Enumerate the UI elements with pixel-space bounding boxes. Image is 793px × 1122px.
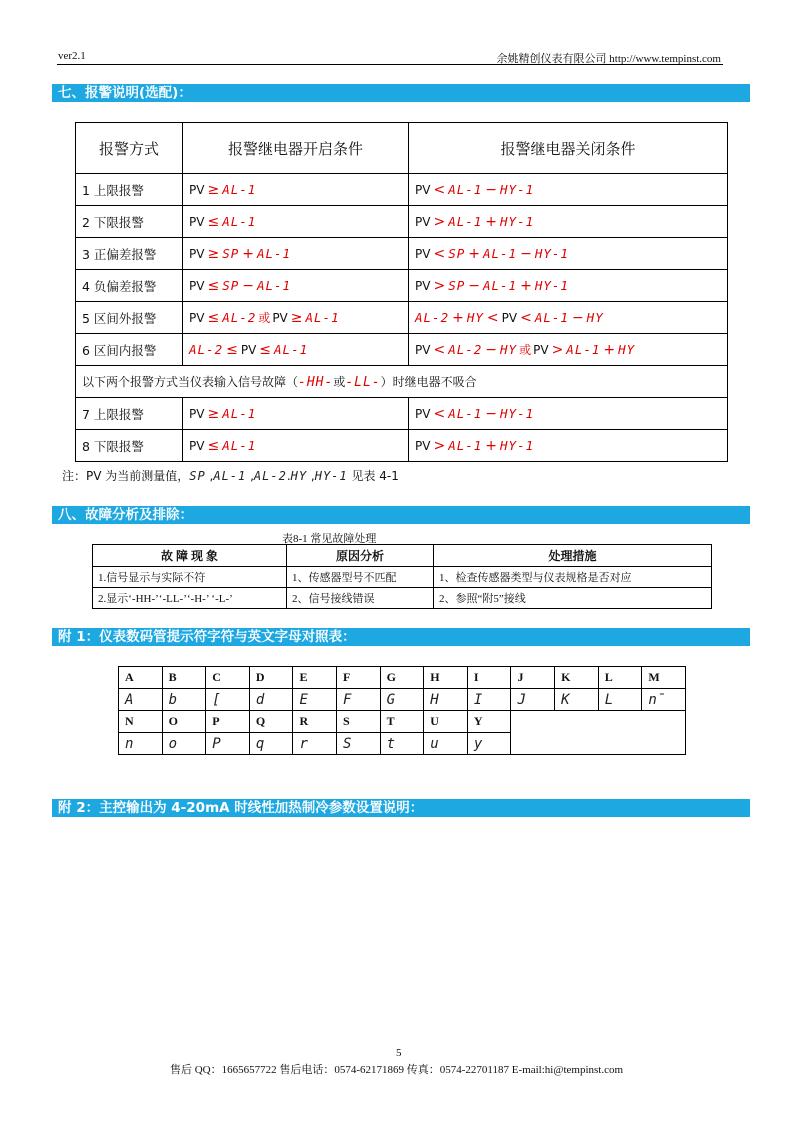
segment-code: AL-1 <box>448 405 483 421</box>
operator-symbol: < <box>433 181 446 198</box>
segment-code: AL-1 <box>256 245 292 261</box>
segment-code: AL-1 <box>566 342 601 357</box>
segment-glyph: u <box>424 733 468 755</box>
operator-symbol: − <box>468 277 480 294</box>
table-row <box>93 588 712 609</box>
segment-glyph: [ <box>206 689 250 711</box>
segment-code: SP <box>448 277 466 293</box>
letter-cell: A <box>119 667 163 689</box>
condition-text: PV <box>189 214 205 229</box>
segment-code: AL-1 <box>534 309 569 325</box>
operator-symbol: < <box>486 309 499 326</box>
or-separator: 或 <box>258 311 271 325</box>
condition-text: PV <box>415 406 431 421</box>
segment-glyph: H <box>424 689 468 711</box>
alarm-table-header <box>76 123 728 174</box>
operator-symbol: ≥ <box>207 245 220 262</box>
segment-glyph: d <box>249 689 293 711</box>
condition-text: . <box>286 469 291 483</box>
header-symptom: 故 障 现 象 <box>93 545 287 567</box>
table-row <box>93 567 712 588</box>
condition-text: PV <box>272 311 288 325</box>
condition-text: 见表 4-1 <box>347 469 399 483</box>
alarm-mode: 4 负偏差报警 <box>76 270 183 302</box>
off-condition <box>409 238 728 270</box>
fault-cell: 2、参照“附5”接线 <box>434 588 712 609</box>
condition-text: PV <box>189 438 205 453</box>
operator-symbol: ≤ <box>207 310 220 326</box>
operator-symbol: ≥ <box>207 181 220 198</box>
table-row <box>76 270 728 302</box>
footer-contact: 售后 QQ：1665657722 售后电话：0574-62171869 传真：0574-22701187 E-mail:hi@tempinst.com <box>169 1064 624 1076</box>
off-condition <box>409 334 728 366</box>
off-condition <box>409 174 728 206</box>
segment-glyph: S <box>337 733 381 755</box>
condition-text: PV <box>415 246 431 261</box>
segment-code: AL-1 <box>482 277 518 293</box>
condition-text: PV <box>501 310 518 325</box>
table-row <box>119 711 686 733</box>
or-separator: 或 <box>519 343 532 357</box>
alarm-table <box>75 122 728 462</box>
condition-text: PV <box>189 406 205 421</box>
operator-symbol: − <box>520 245 532 262</box>
company-header: 余姚精创仪表有限公司 http://www.tempinst.com <box>496 53 721 65</box>
segment-code: HY <box>586 309 604 325</box>
operator-symbol: − <box>485 342 498 358</box>
operator-symbol: − <box>242 277 254 294</box>
operator-symbol: < <box>433 245 446 262</box>
operator-symbol: + <box>242 245 254 262</box>
header-cause: 原因分析 <box>287 545 434 567</box>
alarm-note <box>62 467 399 484</box>
table-row <box>76 302 728 334</box>
fault-table-header <box>93 545 712 567</box>
fault-cell: 2.显示‘-HH-’‘-LL-’‘-H-’ ‘-L-’ <box>93 588 287 609</box>
operator-symbol: ≤ <box>226 341 238 358</box>
condition-text: , <box>246 469 254 483</box>
operator-symbol: ≤ <box>259 341 272 358</box>
fault-table <box>92 544 712 609</box>
segment-code: AL-1 <box>222 181 257 197</box>
segment-code: HY-1 <box>534 245 569 261</box>
fault-cell: 1、检查传感器类型与仪表规格是否对应 <box>434 567 712 588</box>
alarm-mode: 1 上限报警 <box>76 174 183 206</box>
condition-text: 或 <box>333 375 346 389</box>
segment-glyph: J <box>511 689 555 711</box>
table-row <box>119 689 686 711</box>
operator-symbol: + <box>485 437 498 454</box>
segment-code: AL-1 <box>256 277 292 293</box>
fault-cell: 1、传感器型号不匹配 <box>287 567 434 588</box>
segment-code: HY <box>290 469 308 483</box>
letter-cell: D <box>249 667 293 689</box>
fault-condition-note <box>76 366 728 398</box>
fault-cell: 2、信号接线错误 <box>287 588 434 609</box>
off-condition <box>409 270 728 302</box>
alarm-mode: 2 下限报警 <box>76 206 183 238</box>
section-title-appendix1: 附 1：仪表数码管提示符字符与英文字母对照表： <box>52 628 750 646</box>
table-row <box>76 174 728 206</box>
segment-glyph: A <box>119 689 163 711</box>
segment-code: HY-1 <box>500 181 535 197</box>
segment-code: AL-1 <box>222 405 257 421</box>
segment-code: HY-1 <box>500 213 535 229</box>
page-number: 5 <box>396 1047 402 1059</box>
condition-text: , <box>205 469 214 483</box>
condition-text: PV <box>415 182 431 197</box>
segment-glyph: I <box>467 689 511 711</box>
on-condition <box>183 206 409 238</box>
letter-cell: F <box>337 667 381 689</box>
segment-code: AL-2 <box>448 342 483 357</box>
table-row <box>76 206 728 238</box>
segment-code: -LL- <box>345 375 381 390</box>
header-off-condition: 报警继电器关闭条件 <box>409 123 728 174</box>
segment-code: AL-1 <box>222 213 257 229</box>
operator-symbol: > <box>433 277 446 294</box>
condition-text: 以下两个报警方式当仪表输入信号故障（ <box>82 375 299 389</box>
letter-cell: Y <box>467 711 511 733</box>
letter-cell: B <box>162 667 206 689</box>
alarm-mode: 3 正偏差报警 <box>76 238 183 270</box>
table-row <box>76 366 728 398</box>
segment-code: AL-1 <box>448 437 483 453</box>
condition-text: PV <box>189 246 205 261</box>
letter-cell: E <box>293 667 337 689</box>
alarm-mode: 5 区间外报警 <box>76 302 183 334</box>
table-row <box>76 238 728 270</box>
condition-text: , <box>307 469 315 483</box>
table-row <box>119 667 686 689</box>
on-condition <box>183 302 409 334</box>
section-title-fault: 八、故障分析及排除： <box>52 506 750 524</box>
segment-code: AL-1 <box>448 181 483 197</box>
header-solution: 处理措施 <box>434 545 712 567</box>
header-divider <box>57 64 723 65</box>
letter-cell: U <box>424 711 468 733</box>
on-condition <box>183 238 409 270</box>
table-row <box>76 334 728 366</box>
segment-code: HY-1 <box>534 277 569 293</box>
segment-code: HY-1 <box>500 405 535 421</box>
letter-cell: J <box>511 667 555 689</box>
segment-code: HY <box>500 342 518 357</box>
off-condition <box>409 302 728 334</box>
table-row <box>76 430 728 462</box>
segment-code: AL-1 <box>305 310 340 325</box>
on-condition <box>183 334 409 366</box>
operator-symbol: ≥ <box>207 405 220 422</box>
segment-code: AL-1 <box>222 437 257 453</box>
letter-cell: O <box>162 711 206 733</box>
segment-code: HY-1 <box>314 469 348 483</box>
operator-symbol: > <box>551 342 564 358</box>
header-mode: 报警方式 <box>76 123 183 174</box>
segment-code: SP <box>448 245 466 261</box>
header-on-condition: 报警继电器开启条件 <box>183 123 409 174</box>
segment-code: AL-2 <box>415 309 450 325</box>
operator-symbol: ≥ <box>290 310 303 326</box>
operator-symbol: − <box>571 309 584 326</box>
segment-glyph: F <box>337 689 381 711</box>
on-condition <box>183 174 409 206</box>
letter-cell: N <box>119 711 163 733</box>
segment-code: SP <box>189 469 206 483</box>
segment-glyph: y <box>467 733 511 755</box>
fault-cell: 1.信号显示与实际不符 <box>93 567 287 588</box>
condition-text: PV <box>189 182 205 197</box>
operator-symbol: + <box>603 342 616 358</box>
letter-cell: C <box>206 667 250 689</box>
segment-code: AL-1 <box>482 245 518 261</box>
character-map-table <box>118 666 686 755</box>
operator-symbol: < <box>433 342 446 358</box>
operator-symbol: < <box>433 405 446 422</box>
segment-glyph: E <box>293 689 337 711</box>
segment-code: AL-2 <box>222 310 257 325</box>
table-row <box>76 398 728 430</box>
segment-code: HY <box>466 309 484 325</box>
on-condition <box>183 270 409 302</box>
segment-code: AL-1 <box>213 469 247 483</box>
segment-glyph: P <box>206 733 250 755</box>
condition-text: PV <box>415 343 431 357</box>
segment-glyph: G <box>380 689 424 711</box>
condition-text: PV <box>415 278 431 293</box>
version-label: ver2.1 <box>58 50 86 62</box>
operator-symbol: ≤ <box>207 437 220 454</box>
segment-glyph: t <box>380 733 424 755</box>
empty-cell <box>511 711 686 755</box>
operator-symbol: + <box>452 309 464 326</box>
letter-cell: I <box>467 667 511 689</box>
operator-symbol: − <box>485 405 498 422</box>
alarm-mode: 6 区间内报警 <box>76 334 183 366</box>
section-title-appendix2: 附 2：主控输出为 4-20mA 时线性加热制冷参数设置说明： <box>52 799 750 817</box>
segment-glyph: r <box>293 733 337 755</box>
segment-code: AL-2 <box>189 341 224 357</box>
letter-cell: M <box>642 667 686 689</box>
condition-text: PV <box>240 342 257 357</box>
segment-code: AL-2 <box>253 469 287 483</box>
segment-code: SP <box>222 245 240 261</box>
segment-glyph: q <box>249 733 293 755</box>
letter-cell: G <box>380 667 424 689</box>
fault-table-caption: 表8-1 常见故障处理 <box>282 533 377 545</box>
segment-glyph: n <box>119 733 163 755</box>
letter-cell: H <box>424 667 468 689</box>
operator-symbol: + <box>520 277 532 294</box>
off-condition <box>409 206 728 238</box>
on-condition <box>183 430 409 462</box>
condition-text: 注：PV 为当前测量值， <box>62 469 190 483</box>
letter-cell: L <box>598 667 642 689</box>
segment-glyph: b <box>162 689 206 711</box>
segment-code: SP <box>222 277 240 293</box>
operator-symbol: ≤ <box>207 213 220 230</box>
condition-text: PV <box>533 343 549 357</box>
segment-code: AL-1 <box>448 213 483 229</box>
segment-glyph: L <box>598 689 642 711</box>
off-condition <box>409 430 728 462</box>
segment-code: HY-1 <box>500 437 535 453</box>
condition-text: ）时继电器不吸合 <box>380 375 477 389</box>
condition-text: PV <box>415 438 431 453</box>
section-title-alarm: 七、报警说明(选配)： <box>52 84 750 102</box>
condition-text: PV <box>189 311 205 325</box>
letter-cell: P <box>206 711 250 733</box>
on-condition <box>183 398 409 430</box>
segment-code: HY <box>618 342 636 357</box>
segment-glyph: o <box>162 733 206 755</box>
segment-glyph: n̄ <box>642 689 686 711</box>
alarm-mode: 7 上限报警 <box>76 398 183 430</box>
segment-code: AL-1 <box>274 341 309 357</box>
alarm-mode: 8 下限报警 <box>76 430 183 462</box>
operator-symbol: > <box>433 213 446 230</box>
segment-code: -HH- <box>298 375 334 390</box>
operator-symbol: − <box>485 181 498 198</box>
operator-symbol: + <box>468 245 480 262</box>
operator-symbol: + <box>485 213 498 230</box>
letter-cell: Q <box>249 711 293 733</box>
letter-cell: R <box>293 711 337 733</box>
operator-symbol: < <box>520 309 532 326</box>
segment-glyph: K <box>555 689 599 711</box>
condition-text: PV <box>189 278 205 293</box>
condition-text: PV <box>415 214 431 229</box>
operator-symbol: ≤ <box>207 277 220 294</box>
off-condition <box>409 398 728 430</box>
letter-cell: T <box>380 711 424 733</box>
operator-symbol: > <box>433 437 446 454</box>
letter-cell: S <box>337 711 381 733</box>
letter-cell: K <box>555 667 599 689</box>
